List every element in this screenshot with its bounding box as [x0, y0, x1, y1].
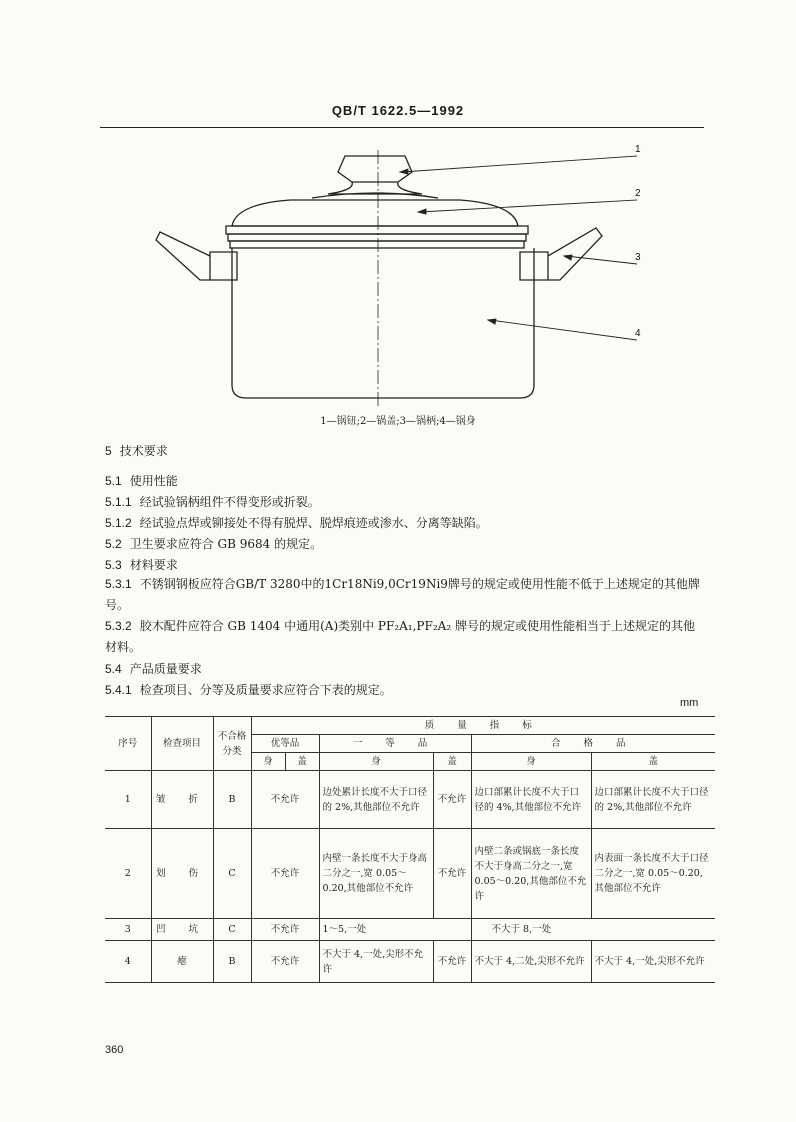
label-4: 4 — [635, 328, 641, 339]
header-qualified-lid: 盖 — [591, 753, 715, 771]
clause-5-3-1: 5.3.1 不锈钢钢板应符合GB/T 3280中的1Cr18Ni9,0Cr19Ni9牌号的规定或使用性能不低于上述规定的其他牌号。 — [105, 577, 700, 612]
table-row — [105, 829, 715, 919]
row-item: 划 伤 — [151, 829, 213, 919]
label-3: 3 — [635, 252, 641, 263]
header-superior-body: 身 — [251, 753, 285, 771]
label-2: 2 — [635, 188, 641, 199]
header-superior-lid: 盖 — [285, 753, 319, 771]
table-unit: mm — [680, 697, 699, 709]
knob-shape — [338, 156, 412, 182]
row-class: B — [213, 771, 251, 829]
row-qualified: 不大于 8,一处 — [471, 919, 715, 941]
header-qualified: 合 格 品 — [471, 735, 715, 753]
header-first-body: 身 — [319, 753, 433, 771]
row-first-body: 内壁一条长度不大于身高二分之一,宽 0.05～0.20,其他部位不允许 — [319, 829, 433, 919]
row-class: C — [213, 829, 251, 919]
row-qualified-lid: 内表面一条长度不大于口径二分之一,宽 0.05～0.20,其他部位不允许 — [591, 829, 715, 919]
table-row — [105, 941, 715, 983]
section-5-3-heading: 5.3 材料要求 — [105, 558, 178, 572]
row-no: 3 — [105, 919, 151, 941]
row-superior: 不允许 — [251, 941, 319, 983]
clause-5-1-2: 5.1.2 经试验点焊或铆接处不得有脱焊、脱焊痕迹或渗水、分离等缺陷。 — [105, 516, 488, 530]
row-superior: 不允许 — [251, 919, 319, 941]
pot-diagram — [140, 140, 660, 410]
header-first: 一 等 品 — [319, 735, 471, 753]
header-quality: 质 量 指 标 — [251, 717, 715, 735]
header-no: 序号 — [105, 717, 151, 771]
row-class: C — [213, 919, 251, 941]
row-item: 皱 折 — [151, 771, 213, 829]
page-header: QB/T 1622.5—1992 — [331, 103, 465, 118]
table-row — [105, 919, 715, 941]
lid-shape — [232, 200, 518, 226]
row-first-lid: 不允许 — [433, 829, 471, 919]
header-class: 不合格分类 — [213, 717, 251, 771]
clause-5-3-2: 5.3.2 胶木配件应符合 GB 1404 中通用(A)类别中 PF₂A₁,PF₂A₂ 牌号的规定或使用性能相当于上述规定的其他材料。 — [105, 619, 695, 654]
section-5-4-heading: 5.4 产品质量要求 — [105, 662, 202, 676]
row-qualified-lid: 不大于 4,一处,尖形不允许 — [591, 941, 715, 983]
row-qualified-body: 不大于 4,二处,尖形不允许 — [471, 941, 591, 983]
row-no: 4 — [105, 941, 151, 983]
header-qualified-body: 身 — [471, 753, 591, 771]
row-class: B — [213, 941, 251, 983]
table-header-row-1 — [105, 717, 715, 735]
row-item: 瘪 — [151, 941, 213, 983]
body-shape — [232, 248, 534, 398]
header-first-lid: 盖 — [433, 753, 471, 771]
row-superior: 不允许 — [251, 771, 319, 829]
clause-5-2: 5.2 卫生要求应符合 GB 9684 的规定。 — [105, 537, 323, 551]
figure-caption: 1—锅钮;2—锅盖;3—锅柄;4—锅身 — [320, 416, 476, 427]
row-qualified-body: 内壁二条或锅底一条长度不大于身高二分之一,宽 0.05～0.20,其他部位不允许 — [471, 829, 591, 919]
row-item: 凹 坑 — [151, 919, 213, 941]
row-first-body: 边处累计长度不大于口径的 2%,其他部位不允许 — [319, 771, 433, 829]
label-1: 1 — [635, 144, 641, 155]
row-first-lid: 不允许 — [433, 941, 471, 983]
row-first: 1～5,一处 — [319, 919, 471, 941]
row-first-lid: 不允许 — [433, 771, 471, 829]
section-5-1-heading: 5.1 使用性能 — [105, 474, 178, 488]
table-row — [105, 771, 715, 829]
row-qualified-lid: 边口部累计长度不大于口径的 2%,其他部位不允许 — [591, 771, 715, 829]
row-qualified-body: 边口部累计长度不大于口径的 4%,其他部位不允许 — [471, 771, 591, 829]
quality-table — [105, 716, 715, 983]
page-number: 360 — [105, 1044, 124, 1056]
rim-shape — [226, 226, 528, 234]
row-first-body: 不大于 4,一处,尖形不允许 — [319, 941, 433, 983]
row-no: 1 — [105, 771, 151, 829]
header-superior: 优等品 — [251, 735, 319, 753]
clause-5-1-1: 5.1.1 经试验锅柄组件不得变形或折裂。 — [105, 495, 320, 509]
clause-5-4-1: 5.4.1 检查项目、分等及质量要求应符合下表的规定。 — [105, 683, 392, 697]
row-no: 2 — [105, 829, 151, 919]
row-superior: 不允许 — [251, 829, 319, 919]
section-5-heading: 5 技术要求 — [105, 444, 168, 458]
header-rule — [100, 127, 704, 128]
header-item: 检查项目 — [151, 717, 213, 771]
left-handle-shape — [210, 252, 237, 280]
